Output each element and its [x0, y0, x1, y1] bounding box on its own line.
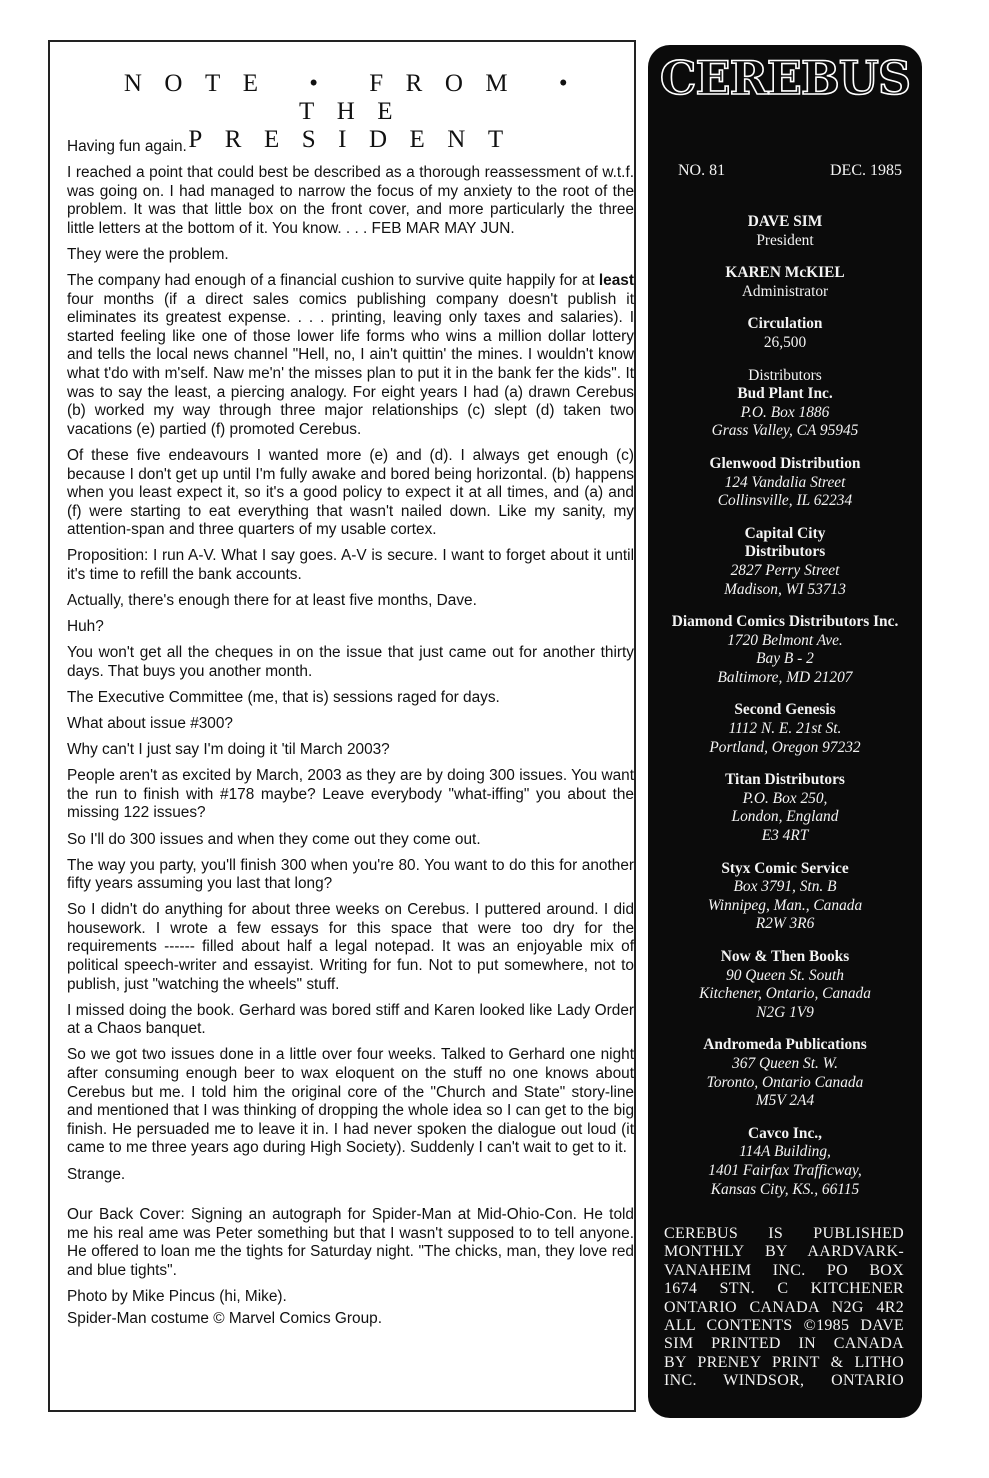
- masthead-panel: [648, 45, 922, 1418]
- distributor-entry: [648, 771, 922, 845]
- distributor-entry: [648, 1125, 922, 1199]
- title-line-2: PRESIDENT: [188, 126, 526, 153]
- note-paragraph: The Executive Committee (me, that is) sessions raged for days.: [67, 688, 500, 706]
- distributor-name: Capital City Distributors: [744, 524, 826, 561]
- distributor-name: Now & Then Books: [720, 948, 850, 965]
- distributor-entry: [648, 1036, 922, 1110]
- distributor-entry: [648, 613, 922, 687]
- distributor-address-line: 2827 Perry Street: [730, 561, 840, 579]
- distributor-address-line: Kansas City, KS., 66115: [710, 1180, 860, 1198]
- staff-name: Circulation: [747, 315, 823, 333]
- distributor-entry: [648, 385, 922, 441]
- note-paragraph: The way you party, you'll finish 300 when you're 80. You want to do this for another fifty years assuming you last that long?: [67, 856, 634, 893]
- publisher-line: SIM PRINTED IN CANADA: [664, 1335, 904, 1353]
- photo-credit: Photo by Mike Pincus (hi, Mike).: [67, 1287, 287, 1305]
- distributor-address-line: 114A Building,: [739, 1143, 831, 1161]
- distributor-address-line: P.O. Box 250,: [742, 789, 828, 807]
- distributor-address-line: Bay B - 2: [756, 650, 814, 668]
- note-paragraph: Huh?: [67, 618, 104, 636]
- distributor-address-line: Baltimore, MD 21207: [717, 668, 853, 686]
- note-paragraph: People aren't as excited by March, 2003 as they are by doing 300 issues. You want the run to finish with #178 maybe? Leave everybody "what-iffing" you about the missing 122 issues?: [67, 767, 634, 822]
- staff-role: Administrator: [741, 282, 829, 300]
- publisher-line: BY PRENEY PRINT & LITHO: [664, 1353, 904, 1371]
- note-paragraph: Actually, there's enough there for at least five months, Dave.: [67, 592, 477, 610]
- issue-number: NO. 81: [678, 162, 726, 179]
- distributors-heading: Distributors: [748, 366, 822, 384]
- note-paragraph: You won't get all the cheques in on the issue that just came out for another thirty days. That buys you another month.: [67, 644, 634, 680]
- distributor-address-line: R2W 3R6: [755, 915, 815, 933]
- note-paragraph: Why can't I just say I'm doing it 'til March 2003?: [67, 741, 390, 759]
- note-paragraph: I missed doing the book. Gerhard was bored stiff and Karen looked like Lady Order at a Chaos banquet.: [67, 1001, 634, 1038]
- note-paragraph: Having fun again.: [67, 138, 187, 155]
- distributor-address-line: 124 Vandalia Street: [724, 473, 846, 491]
- distributor-address-line: Winnipeg, Man., Canada: [707, 896, 863, 914]
- cerebus-logo: CEREBUS: [659, 51, 911, 105]
- staff-entry: [648, 264, 922, 301]
- distributor-name: Styx Comic Service: [721, 859, 849, 877]
- publisher-line: 1674 STN. C KITCHENER: [664, 1280, 904, 1298]
- issue-date: DEC. 1985: [830, 162, 902, 179]
- distributor-address-line: Madison, WI 53713: [724, 580, 846, 598]
- staff-role: 26,500: [763, 333, 807, 351]
- distributor-address-line: Portland, Oregon 97232: [709, 738, 861, 756]
- note-paragraph: So I didn't do anything for about three weeks on Cerebus. I puttered around. I did housework. I wrote a few essays for this space that were too dry for the requirements ------ filled about half a legal notepad. It was an enjoyable mix of political speech-writer and essayist. Writing for fun. Not to put somewhere, not to publish, just "watching the wheels" stuff.: [67, 901, 634, 993]
- distributor-name: Cavco Inc.,: [748, 1124, 822, 1142]
- distributor-address-line: 1401 Fairfax Trafficway,: [708, 1161, 862, 1179]
- note-from-the-president: [48, 40, 636, 1412]
- distributor-address-line: Grass Valley, CA 95945: [711, 422, 859, 440]
- publisher-line: CEREBUS IS PUBLISHED: [664, 1225, 904, 1242]
- distributor-address-line: P.O. Box 1886: [740, 403, 830, 421]
- distributor-address-line: 90 Queen St. South: [726, 966, 844, 984]
- issue-line: [678, 162, 902, 180]
- publisher-line: ALL CONTENTS ©1985 DAVE: [664, 1317, 904, 1335]
- staff-entry: [648, 315, 922, 352]
- note-paragraph: So we got two issues done in a little over four weeks. Talked to Gerhard one night after consuming enough beer to wax eloquent on the stuff no one knows about Cerebus but me. I told him the original core of the "Church and State" story-line and mentioned that I was thinking of dropping the whole idea so I can get to the big finish. He persuaded me to leave it in. I had never spoken the dialogue out loud (it came to me three years ago during High Society). Suddenly I can't wait to get to it.: [67, 1046, 634, 1157]
- note-body: [67, 138, 634, 1336]
- distributor-address-line: Toronto, Ontario Canada: [706, 1073, 864, 1091]
- distributor-entry: [648, 860, 922, 934]
- copyright-notice: Spider-Man costume © Marvel Comics Group.: [67, 1310, 382, 1328]
- distributor-address-line: E3 4RT: [761, 827, 809, 845]
- distributor-entry: [648, 948, 922, 1022]
- note-paragraph: What about issue #300?: [67, 715, 233, 733]
- publisher-line: INC. WINDSOR, ONTARIO: [664, 1372, 904, 1390]
- distributor-name: Andromeda Publications: [703, 1036, 867, 1054]
- note-paragraph: I reached a point that could best be described as a thorough reassessment of w.t.f. was going on. I had managed to narrow the focus of my anxiety to the root of the problem. It was that little box on the front cover, and more particularly the three little letters at the bottom of it. You know. . . . FEB MAR MAY JUN.: [67, 164, 634, 237]
- distributor-address-line: Box 3791, Stn. B: [733, 878, 837, 896]
- staff-name: DAVE SIM: [747, 213, 823, 230]
- staff-entry: [648, 213, 922, 250]
- distributor-address-line: N2G 1V9: [756, 1003, 814, 1021]
- publisher-line: VANAHEIM INC. PO BOX: [664, 1261, 904, 1279]
- distributor-entry: [648, 455, 922, 511]
- note-paragraph: So I'll do 300 issues and when they come out they come out.: [67, 830, 481, 848]
- note-paragraph: Of these five endeavours I wanted more (e) and (d). I always get enough (c) because I don't get up until I'm fully awake and bored being horizontal. (b) happens when you least expect it, so it's a good policy to expect it at all times, and (a) and (f) were starting to eat everything that wasn't nailed down. Like my sanity, my attention-span and three quarters of my usable cortex.: [67, 446, 634, 539]
- note-paragraph: They were the problem.: [67, 245, 229, 263]
- staff-role: President: [756, 231, 814, 249]
- publisher-info: [664, 1225, 904, 1391]
- title-line-1: NOTE • FROM • THE: [123, 70, 591, 125]
- distributor-entry: [648, 525, 922, 599]
- distributor-address-line: 1112 N. E. 21st St.: [728, 720, 842, 738]
- distributor-entry: [648, 701, 922, 757]
- distributor-address-line: 367 Queen St. W.: [732, 1054, 838, 1072]
- back-cover-caption: Our Back Cover: Signing an autograph for Spider-Man at Mid-Ohio-Con. He told me his real ame was Peter something but that I wasn't supposed to to tell anyone. He offered to loan me the tights for Saturday night. "The chicks, man, they love red and blue tights".: [67, 1206, 634, 1279]
- publisher-line: MONTHLY BY AARDVARK-: [664, 1243, 904, 1261]
- staff-and-distributors: [648, 213, 922, 1213]
- distributor-name: Glenwood Distribution: [709, 454, 861, 472]
- distributor-address-line: 1720 Belmont Ave.: [727, 631, 843, 649]
- note-paragraph: Proposition: I run A-V. What I say goes. A-V is secure. I want to forget about it until it's time to refill the bank accounts.: [67, 547, 634, 583]
- distributor-name: Titan Distributors: [725, 771, 845, 789]
- distributor-address-line: Kitchener, Ontario, Canada: [699, 985, 871, 1003]
- distributor-address-line: Collinsville, IL 62234: [717, 492, 853, 510]
- publisher-line: ONTARIO CANADA N2G 4R2: [664, 1298, 904, 1316]
- note-paragraph: The company had enough of a financial cushion to survive quite happily for at least four months (if a direct sales comics publishing company doesn't publish it eliminates its greatest expense. . . . printing, leaving only taxes and salaries). I started feeling like one of those lower life forms who wins a million dollar lottery and tells the local news channel "Hell, no, I ain't quittin' the mines. I wouldn't know what t'do with m'self. Naw me'n' the misses plan to put it in the bank fer the kids". It was to say the least, a piercing analogy. For eight years I had (a) drawn Cerebus (b) worked my way through three major relationships (c) slept (d) taken two vacations (e) partied (f) promoted Cerebus.: [67, 272, 634, 438]
- note-paragraph: Strange.: [67, 1165, 126, 1183]
- distributor-address-line: London, England: [731, 808, 839, 826]
- distributor-name: Second Genesis: [734, 701, 836, 719]
- distributor-address-line: M5V 2A4: [755, 1092, 815, 1110]
- staff-name: KAREN McKIEL: [725, 264, 845, 282]
- distributor-name: Diamond Comics Distributors Inc.: [671, 613, 899, 631]
- distributor-name: Bud Plant Inc.: [737, 385, 833, 403]
